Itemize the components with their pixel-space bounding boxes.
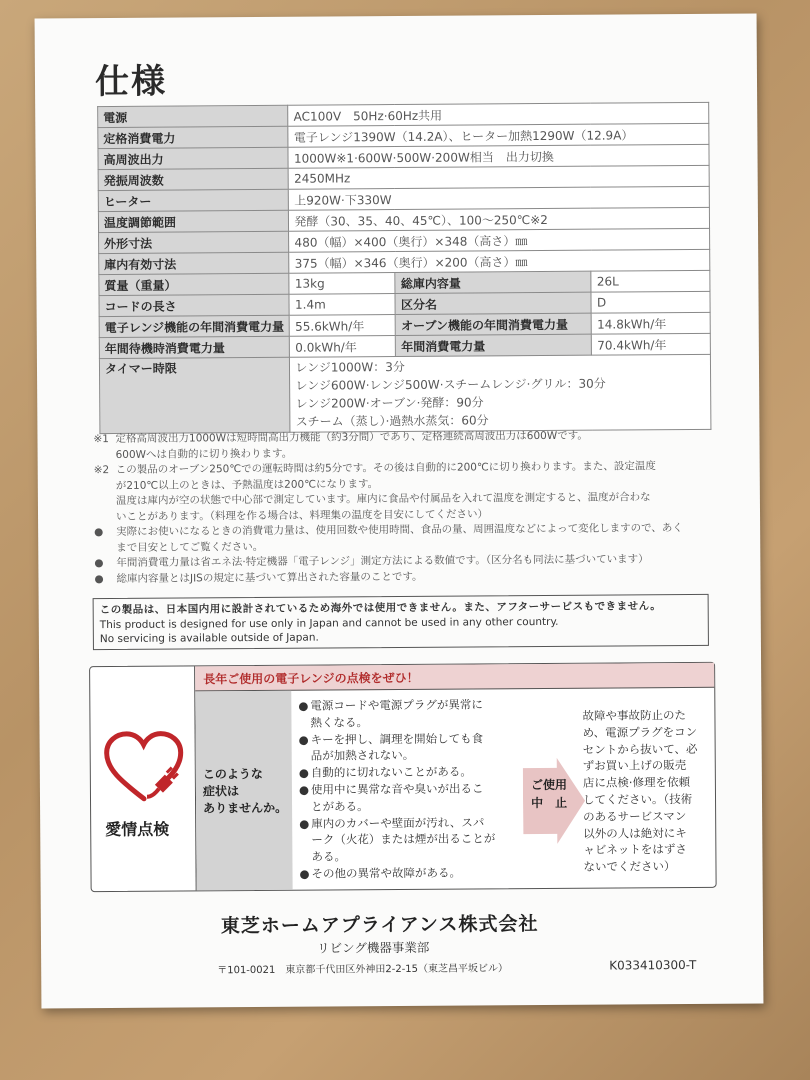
advice-line: 以外の人は絶対にキ	[583, 825, 687, 841]
advice-line: セントから抜いて、必	[582, 741, 698, 757]
advice-line: 故障や事故防止のた	[582, 708, 686, 723]
advice-line: ャビネットをはずさ	[583, 842, 687, 858]
company-name: 東芝ホームアプライアンス株式会社	[220, 913, 539, 938]
company-address: 〒101-0021 東京都千代田区外神田2-2-15（東芝昌平坂ビル）	[217, 963, 509, 977]
symptom-line: ーク（火花）または煙が出ることが	[311, 831, 496, 847]
advice-line: のあるサービスマン	[583, 808, 687, 824]
inspection-brand-area	[90, 666, 197, 891]
footnote-mark: ※2	[93, 464, 110, 477]
footnote-mark: ※1	[93, 433, 110, 446]
spec-label: 電源	[98, 105, 289, 127]
symptom-line: 品が加熱されない。	[310, 748, 415, 764]
spec-value: 14.8kWh/年	[592, 312, 711, 334]
spec-label: 総庫内容量	[395, 271, 591, 293]
spec-value: AC100V 50Hz·60Hz共用	[288, 102, 709, 126]
spec-value: 0.0kWh/年	[290, 336, 396, 358]
spec-value: 55.6kWh/年	[290, 315, 396, 337]
question-line: 症状は	[202, 784, 240, 799]
footnote-text: この製品のオーブン250℃での運転時間は約5分です。その後は自動的に200℃に切り換わります。また、設定温度	[115, 460, 656, 476]
footnote-text: まで目安としてご覧ください。	[116, 540, 264, 554]
footnote-text: 実際にお使いになるときの消費電力量は、使用回数や使用時間、食品の量、周囲温度などによって変化しますので、あく	[116, 522, 683, 538]
spec-row-timer	[99, 354, 711, 433]
spec-label: オーブン機能の年間消費電力量	[396, 313, 592, 335]
symptom-line: 自動的に切れないことがある。	[310, 764, 472, 780]
notice-jp: この製品は、日本国内用に設計されているため海外では使用できません。また、アフターサービスもできません。	[99, 600, 662, 617]
symptom-line: 使用中に異常な音や臭いが出るこ	[310, 781, 484, 797]
footnote-text: 定格高周波出力1000Wは短時間高出力機能（約3分間）であり、定格連続高周波出力は600Wです。	[115, 429, 588, 445]
advice-line: ないでください）	[583, 859, 676, 874]
department-name: リビング機器事業部	[316, 939, 430, 956]
footnote-mark	[94, 540, 116, 556]
symptom-item: ● 使用中に異常な音や臭いが出るこ とがある。	[298, 781, 484, 814]
footnote-text: 温度は庫内が空の状態で中心部で測定しています。庫内に食品や付属品を入れて温度を測定すると、温度が合わな	[115, 491, 651, 507]
timer-line: スチーム（蒸し）·過熱水蒸気：60分	[295, 413, 489, 429]
spec-value: 26L	[591, 270, 710, 292]
footnote-mark	[94, 509, 116, 525]
footnote-mark	[94, 447, 116, 463]
footnote-text: いことがあります。（料理を作る場合は、料理集の温度を目安にしてください）	[115, 507, 488, 523]
banner-text: 長年ご使用の電子レンジの点検をぜひ！	[203, 670, 419, 687]
spec-value: 70.4kWh/年	[592, 333, 711, 355]
spec-value: 1.4m	[289, 294, 395, 316]
symptom-item: ● 電源コードや電源プラグが異常に 熱くなる。	[298, 697, 483, 730]
footnote-mark	[94, 478, 116, 494]
advice-line: ずお買い上げの販売	[582, 758, 687, 774]
symptom-item: ● その他の異常や故障がある。	[299, 865, 462, 881]
symptom-item: ● 庫内のカバーや壁面が汚れ、スパ ーク（火花）または煙が出ることが ある。	[299, 814, 496, 864]
spec-label: 高周波出力	[98, 147, 289, 169]
symptom-line: キーを押し、調理を開始しても食	[310, 731, 484, 747]
symptom-line: 電源コードや電源プラグが異常に	[310, 697, 483, 713]
spec-label: タイマー時限	[99, 357, 290, 433]
spec-value: 発酵（30、35、40、45℃）、100～250℃※2	[289, 207, 710, 231]
timer-values	[290, 354, 711, 432]
spec-value: 480（幅）×400（奥行）×348（高さ）㎜	[289, 228, 710, 252]
advice-line: 店に点検·修理を依頼	[582, 775, 691, 790]
page-title: 仕様	[94, 61, 168, 103]
spec-label: 外形寸法	[99, 231, 290, 253]
question-line: このような	[202, 766, 263, 782]
symptom-item: ● 自動的に切れないことがある。	[298, 764, 472, 780]
inspection-panel	[89, 662, 717, 892]
notice-en-1: This product is designed for use only in Japan and cannot be used in any other country.	[99, 615, 559, 631]
footnote-text: 600Wへは自動的に切り換わります。	[115, 447, 293, 461]
stop-line: ご使用	[530, 777, 567, 793]
question-line: ありませんか。	[203, 800, 288, 816]
footnote-text: 総庫内容量とはJISの規定に基づいて算出された容量のことです。	[116, 570, 423, 585]
spec-label: 年間消費電力量	[396, 334, 592, 356]
footnote-text: が210℃以上のときは、予熱温度は200℃になります。	[115, 477, 379, 492]
advice-line: め、電源プラグをコン	[582, 724, 698, 740]
spec-table	[97, 102, 711, 434]
heart-plug-icon	[103, 731, 186, 806]
japan-only-notice	[93, 594, 709, 650]
footnote-text: 年間消費電力量は省エネ法·特定機器「電子レンジ」測定方法による数値です。（区分名も同法に基づいています）	[116, 553, 649, 569]
symptom-item: ● キーを押し、調理を開始しても食 品が加熱されない。	[298, 731, 484, 764]
footnote-mark: ●	[94, 526, 104, 539]
footnote-mark	[94, 494, 116, 510]
spec-value: 1000W※1·600W·500W·200W相当 出力切換	[288, 144, 709, 168]
spec-label: 庫内有効寸法	[99, 252, 290, 274]
symptom-line: 庫内のカバーや壁面が汚れ、スパ	[311, 814, 485, 831]
symptom-question	[203, 766, 287, 818]
inspection-banner	[195, 663, 714, 692]
footnote	[94, 567, 724, 587]
spec-label: 区分名	[395, 292, 591, 314]
advice-text	[582, 707, 709, 876]
spec-value: D	[591, 291, 710, 313]
symptom-line: ある。	[311, 849, 346, 864]
stop-use-label	[531, 776, 567, 812]
footnote-mark: ●	[94, 572, 104, 585]
advice-line: してください。（技術	[582, 791, 693, 807]
spec-label: 発振周波数	[98, 168, 289, 190]
footnote-mark: ●	[94, 557, 104, 570]
spec-label: 質量（重量）	[99, 273, 290, 295]
spec-label: 年間待機時消費電力量	[99, 336, 290, 358]
inspection-brand: 愛情点検	[105, 819, 170, 840]
spec-label: 温度調節範囲	[98, 210, 289, 232]
document-code: K033410300-T	[609, 957, 697, 973]
symptom-line: 熱くなる。	[310, 715, 369, 730]
spec-label: コードの長さ	[99, 294, 290, 316]
notice-en-2: No servicing is available outside of Japan.	[99, 631, 319, 646]
spec-value: 上920W·下330W	[289, 186, 710, 210]
timer-line: レンジ1000W：3分	[295, 359, 405, 375]
symptom-line: その他の異常や故障がある。	[311, 865, 462, 881]
spec-value: 375（幅）×346（奥行）×200（高さ）㎜	[289, 249, 710, 273]
spec-value: 13kg	[289, 273, 395, 295]
stop-line: 中 止	[530, 795, 568, 811]
spec-label: 定格消費電力	[98, 126, 289, 148]
spec-value: 電子レンジ1390W（14.2A）、ヒーター加熱1290W（12.9A）	[288, 123, 709, 147]
timer-line: レンジ200W·オーブン·発酵：90分	[295, 395, 484, 411]
symptom-list	[298, 696, 519, 882]
manual-page	[35, 13, 764, 1008]
footnotes	[93, 428, 724, 587]
spec-value: 2450MHz	[289, 165, 710, 189]
spec-label: ヒーター	[98, 189, 289, 211]
timer-line: レンジ600W·レンジ500W·スチームレンジ·グリル：30分	[295, 376, 606, 393]
spec-label: 電子レンジ機能の年間消費電力量	[99, 315, 290, 337]
symptom-line: とがある。	[311, 799, 369, 814]
